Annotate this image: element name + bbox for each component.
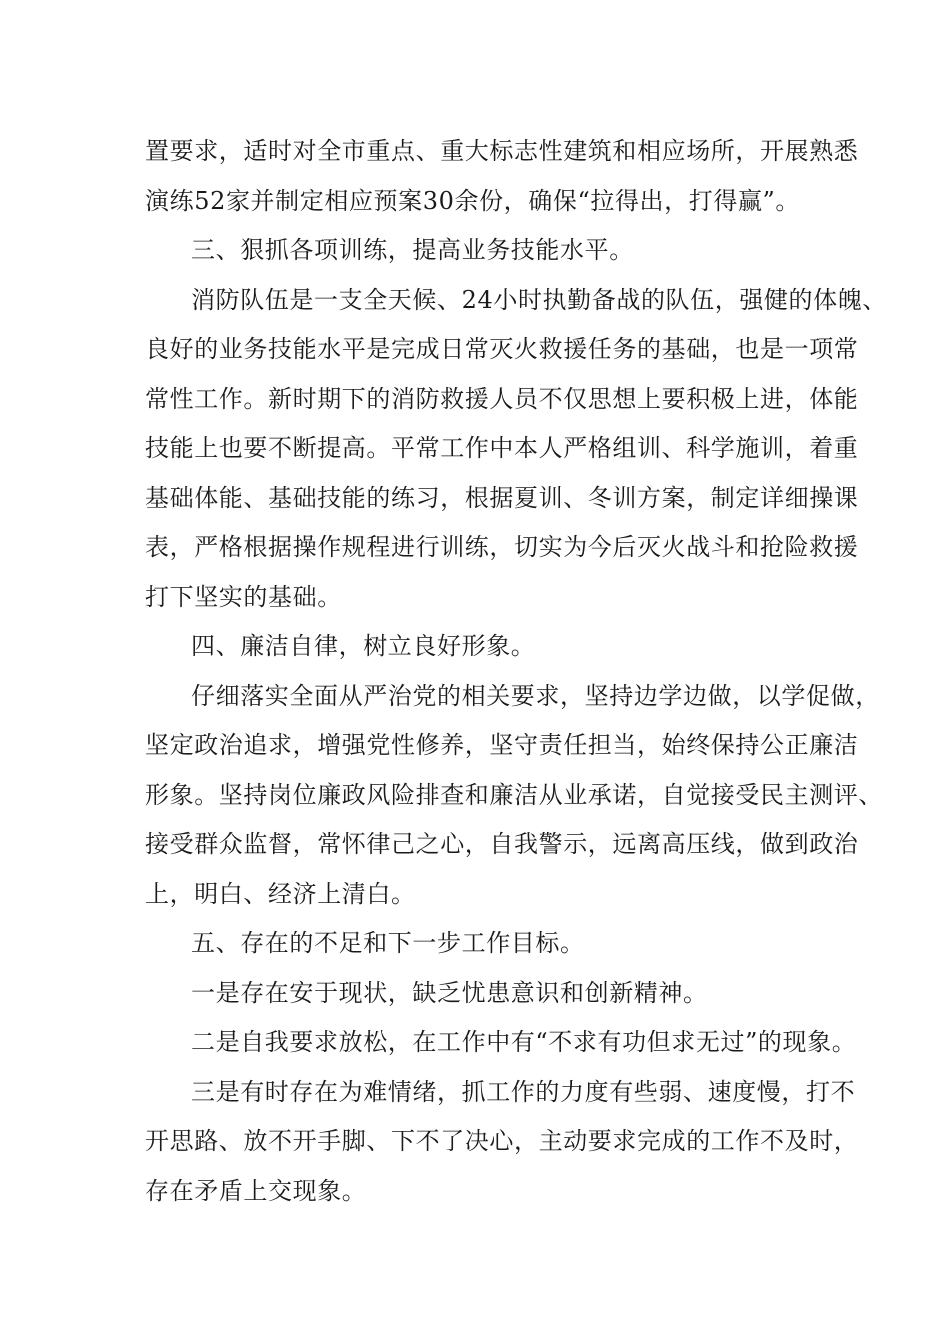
body-text-line: 常性工作。新时期下的消防救援人员不仅思想上要积极上进，体能 [145,384,859,413]
body-text-line: 技能上也要不断提高。平常工作中本人严格组训、科学施训，着重 [145,434,859,462]
body-text-line: 开思路、放不开手脚、下不了决心，主动要求完成的工作不及时， [145,1127,859,1155]
body-text-line: 表，严格根据操作规程进行训练，切实为今后灭火战斗和抢险救援 [145,533,859,561]
section-heading: 五、存在的不足和下一步工作目标。 [191,929,585,957]
body-text-line: 存在矛盾上交现象。 [145,1176,367,1205]
list-item: 三是有时存在为难情绪，抓工作的力度有些弱、速度慢，打不 [191,1077,856,1106]
body-text-line: 消防队伍是一支全天候、24小时执勤备战的队伍，强健的体魄、 [191,285,887,314]
section-heading: 三、狠抓各项训练，提高业务技能水平。 [191,236,634,264]
body-text-line: 仔细落实全面从严治党的相关要求，坚持边学边做，以学促做， [191,681,880,710]
body-text-line: 良好的业务技能水平是完成日常灭火救援任务的基础，也是一项常 [145,335,859,363]
body-text-line: 坚定政治追求，增强党性修养，坚守责任担当，始终保持公正廉洁 [145,731,859,759]
section-heading: 四、廉洁自律，树立良好形象。 [191,632,536,660]
body-text-line: 演练52家并制定相应预案30余份，确保“拉得出，打得赢”。 [145,186,801,215]
list-item: 一是存在安于现状，缺乏忧患意识和创新精神。 [191,978,708,1007]
body-text-line: 接受群众监督，常怀律己之心，自我警示，远离高压线，做到政治 [145,830,859,858]
body-text-line: 基础体能、基础技能的练习，根据夏训、冬训方案，制定详细操课 [145,483,859,512]
document-page [145,127,887,1216]
body-text-line: 上，明白、经济上清白。 [145,879,416,908]
list-item: 二是自我要求放松，在工作中有“不求有功但求无过”的现象。 [191,1028,857,1056]
body-text-line: 形象。坚持岗位廉政风险排查和廉洁从业承诺，自觉接受民主测评、 [145,780,883,809]
body-text-line: 打下坚实的基础。 [145,582,342,611]
body-text-line: 置要求，适时对全市重点、重大标志性建筑和相应场所，开展熟悉 [145,137,859,165]
